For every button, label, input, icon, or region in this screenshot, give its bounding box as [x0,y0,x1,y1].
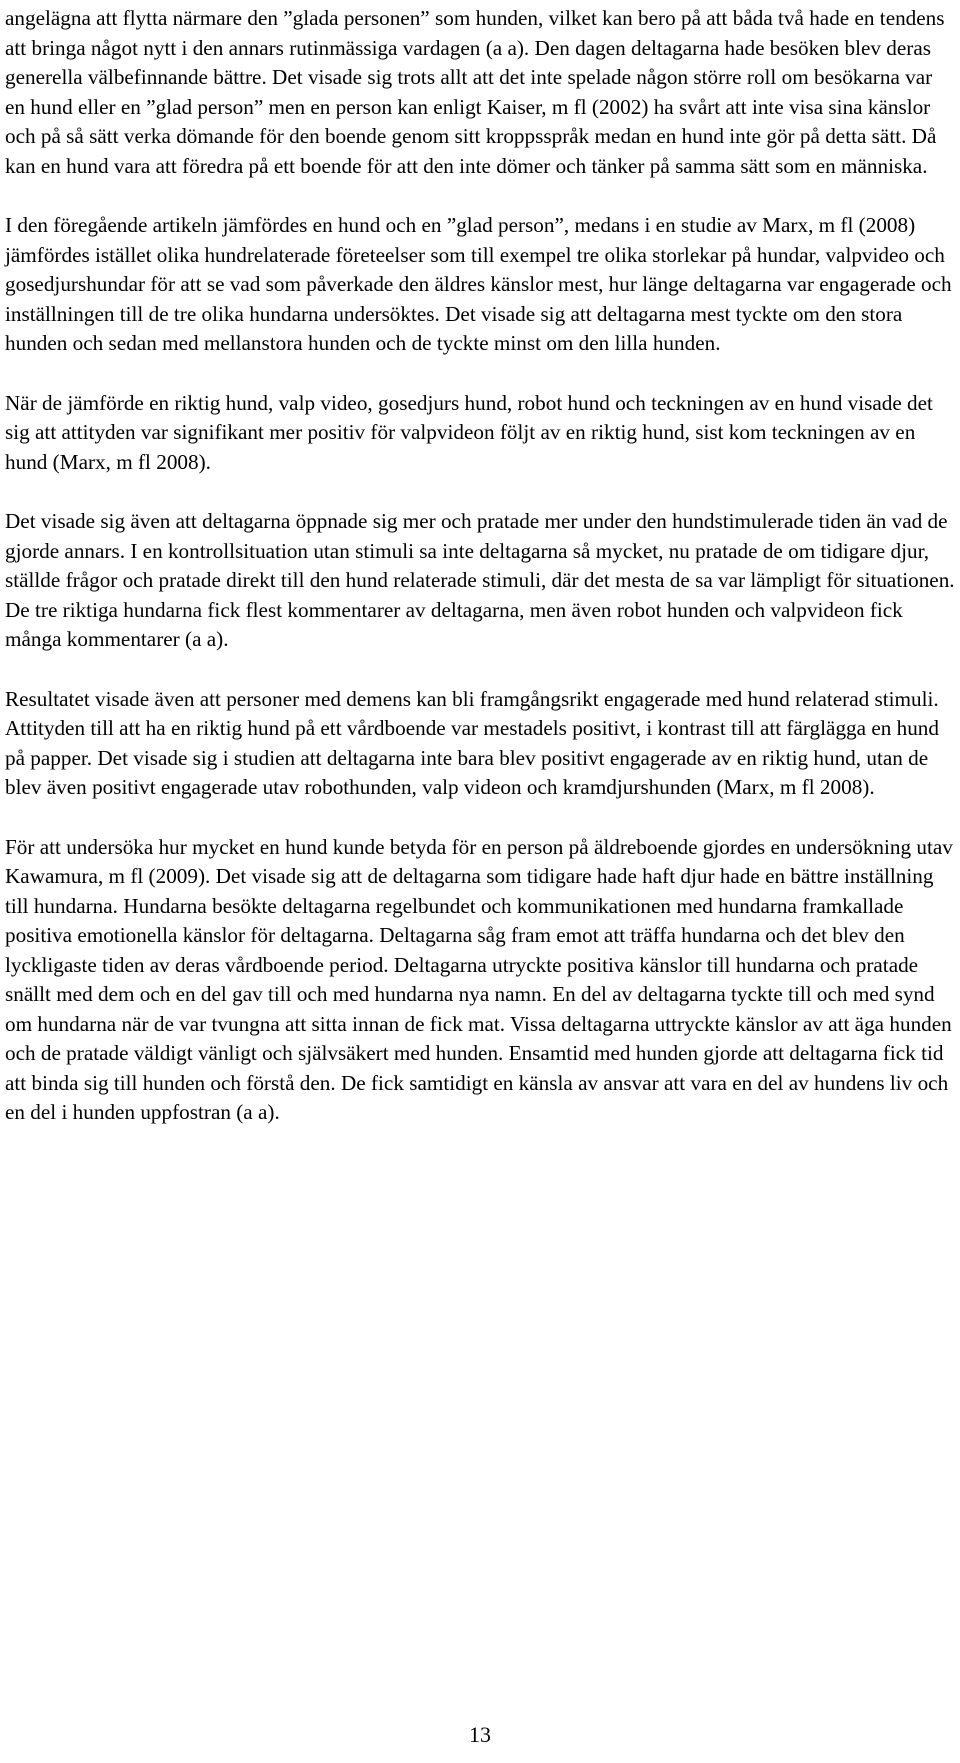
paragraph-5: Resultatet visade även att personer med demens kan bli framgångsrikt engagerade med hund relaterad stimuli. Attityden till att ha en riktig hund på ett vårdboende var mestadels positivt, i kontrast till att färglägga en hund på papper. Det visade sig i studien att deltagarna inte bara blev positivt engagerade av en riktig hund, utan de blev även positivt engagerade utav robothunden, valp videon och kramdjurshunden (Marx, m fl 2008). [5,686,939,799]
paragraph-2: I den föregående artikeln jämfördes en hund och en ”glad person”, medans i en studie av Marx, m fl (2008) jämfördes istället olika hundrelaterade företeelser som till exempel tre olika storlekar på hundar, valpvideo och gosedjurshundar för att se vad som påverkade den äldres känslor mest, hur länge deltagarna var engagerade och inställningen till de tre olika hundarna undersöktes. Det visade sig att deltagarna mest tyckte om den stora hunden och sedan med mellanstora hunden och de tyckte minst om den lilla hunden. [5,213,952,355]
document-body [5,4,955,1158]
paragraph-6: För att undersöka hur mycket en hund kunde betyda för en person på äldreboende gjordes en undersökning utav Kawamura, m fl (2009). Det visade sig att de deltagarna som tidigare hade haft djur hade en bättre inställning till hundarna. Hundarna besökte deltagarna regelbundet och kommunikationen med hundarna framkallade positiva emotionella känslor för deltagarna. Deltagarna såg fram emot att träffa hundarna och det blev den lyckligaste tiden av deras vårdboende period. Deltagarna utryckte positiva känslor till hundarna och pratade snällt med dem och en del gav till och med hundarna nya namn. En del av deltagarna tyckte till och med synd om hundarna när de var tvungna att sitta innan de fick mat. Vissa deltagarna uttryckte känslor av att äga hunden och de pratade väldigt vänligt och självsäkert med hunden. Ensamtid med hunden gjorde att deltagarna fick tid att binda sig till hunden och förstå den. De fick samtidigt en känsla av ansvar att vara en del av hundens liv och en del i hunden uppfostran (a a). [5,834,953,1124]
paragraph-3: När de jämförde en riktig hund, valp video, gosedjurs hund, robot hund och teckningen av en hund visade det sig att attityden var signifikant mer positiv för valpvideon följt av en riktig hund, sist kom teckningen av en hund (Marx, m fl 2008). [5,390,933,474]
paragraph-4: Det visade sig även att deltagarna öppnade sig mer och pratade mer under den hundstimulerade tiden än vad de gjorde annars. I en kontrollsituation utan stimuli sa inte deltagarna så mycket, nu pratade de om tidigare djur, ställde frågor och pratade direkt till den hund relaterade stimuli, där det mesta de sa var lämpligt för situationen. De tre riktiga hundarna fick flest kommentarer av deltagarna, men även robot hunden och valpvideon fick många kommentarer (a a). [5,509,955,651]
page-number: 13 [469,1722,491,1747]
paragraph-1: angelägna att flytta närmare den ”glada personen” som hunden, vilket kan bero på att båda två hade en tendens att bringa något nytt i den annars rutinmässiga vardagen (a a). Den dagen deltagarna hade besöken blev deras generella välbefinnande bättre. Det visade sig trots allt att det inte spelade någon större roll om besökarna var en hund eller en ”glad person” men en person kan enligt Kaiser, m fl (2002) ha svårt att inte visa sina känslor och på så sätt verka dömande för den boende genom sitt kroppsspråk medan en hund inte gör på detta sätt. Då kan en hund vara att föredra på ett boende för att den inte dömer och tänker på samma sätt som en människa. [5,6,945,178]
